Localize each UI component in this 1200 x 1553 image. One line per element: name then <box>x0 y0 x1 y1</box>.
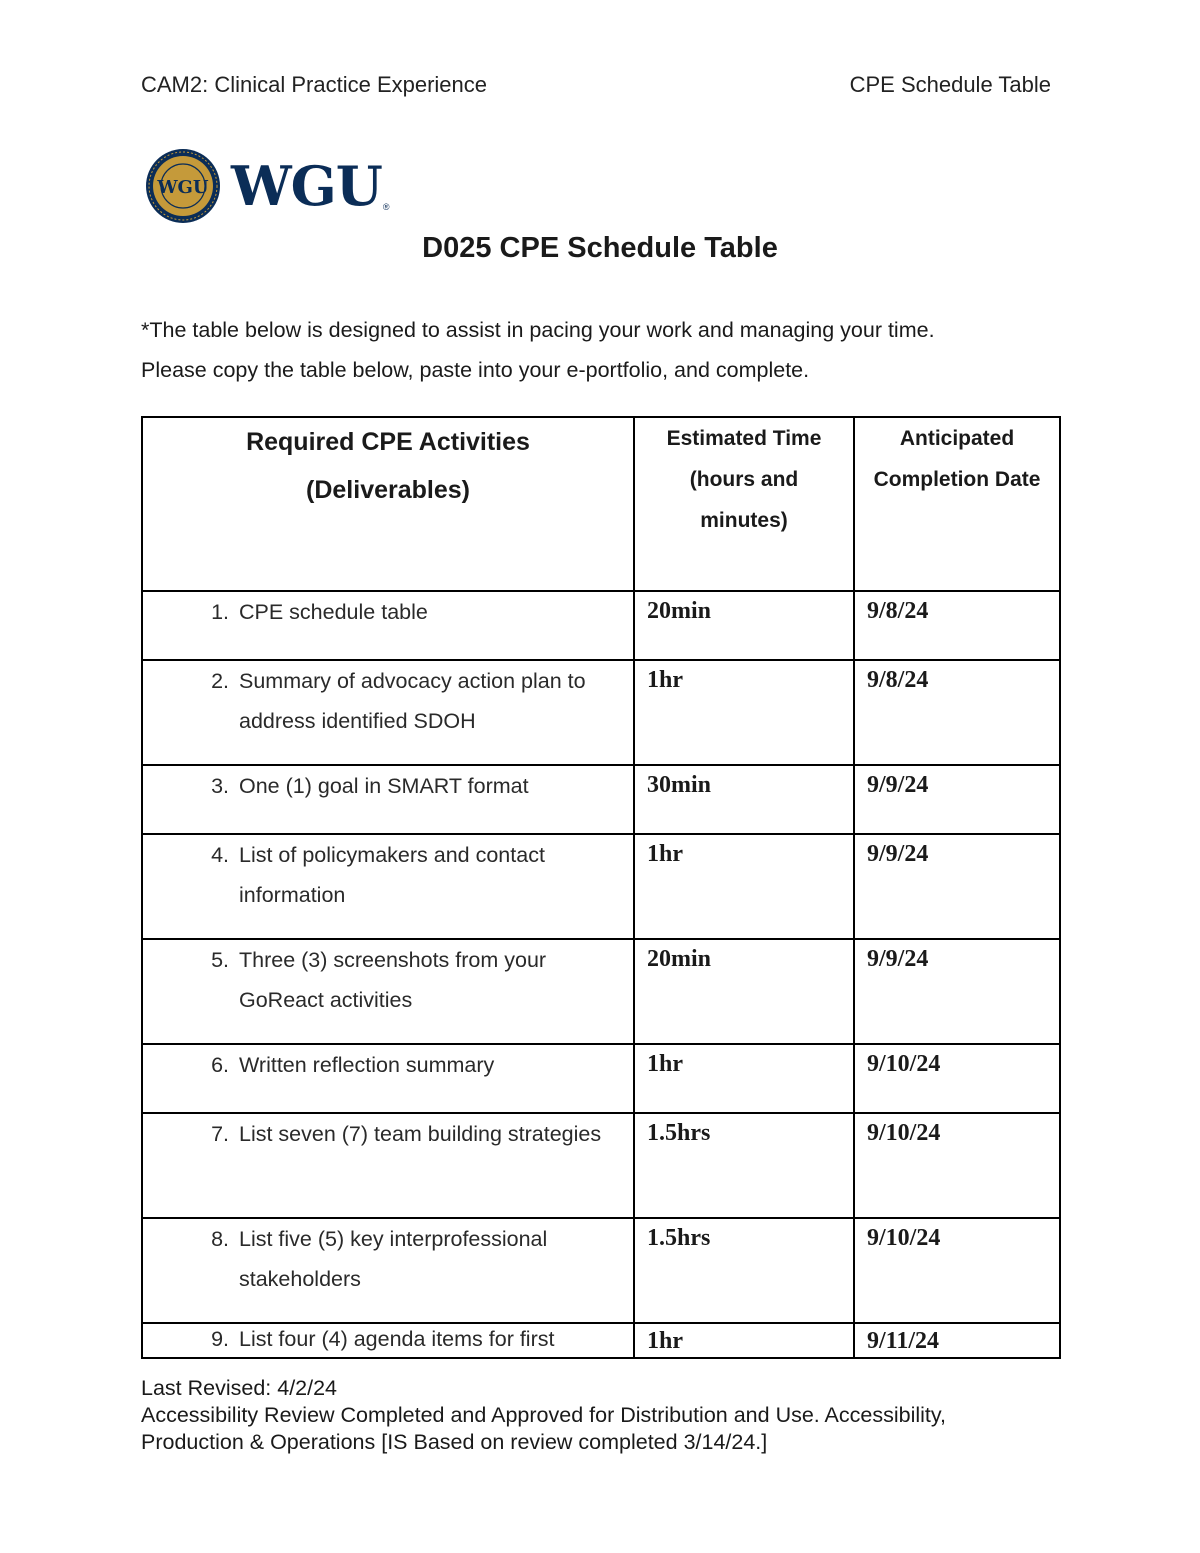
time-cell[interactable]: 1.5hrs <box>647 1225 711 1251</box>
date-cell[interactable]: 9/8/24 <box>867 667 929 693</box>
activity-cell: Written reflection summary <box>239 1053 495 1077</box>
table-row <box>142 1113 1060 1218</box>
intro-text <box>141 310 1061 390</box>
accessibility-note: Accessibility Review Completed and Approved for Distribution and Use. Accessibility, Production & Operations [IS Based on review completed 3/14/24.] <box>141 1403 947 1454</box>
date-cell[interactable]: 9/8/24 <box>867 598 929 624</box>
page-header-doc-name: CPE Schedule Table <box>849 72 1051 97</box>
table-header-row <box>142 417 1060 591</box>
activity-cell: One (1) goal in SMART format <box>239 774 529 798</box>
intro-line-2: Please copy the table below, paste into your e-portfolio, and complete. <box>141 358 810 382</box>
row-number: 8. <box>211 1227 229 1251</box>
date-cell[interactable]: 9/11/24 <box>867 1328 940 1354</box>
activity-cell: List five (5) key interprofessional stakeholders <box>239 1227 548 1291</box>
page-header-course: CAM2: Clinical Practice Experience <box>141 72 488 97</box>
time-cell[interactable]: 1hr <box>647 1328 683 1354</box>
header-estimated-time: Estimated Time (hours and minutes) <box>634 417 854 591</box>
time-cell[interactable]: 20min <box>647 946 712 972</box>
table-row <box>142 1044 1060 1113</box>
registered-mark: ® <box>382 202 390 212</box>
activity-cell: Summary of advocacy action plan to address identified SDOH <box>239 669 586 733</box>
table-row <box>142 834 1060 939</box>
time-cell[interactable]: 30min <box>647 772 712 798</box>
row-number: 9. <box>211 1327 229 1351</box>
row-number: 2. <box>211 669 229 693</box>
header-activities: Required CPE Activities (Deliverables) <box>142 417 634 591</box>
wgu-seal-icon <box>145 148 221 224</box>
time-cell[interactable]: 1.5hrs <box>647 1120 711 1146</box>
row-number: 4. <box>211 843 229 867</box>
row-number: 5. <box>211 948 229 972</box>
row-number: 6. <box>211 1053 229 1077</box>
table-row <box>142 1323 1060 1358</box>
row-number: 3. <box>211 774 229 798</box>
table-row <box>142 660 1060 765</box>
wgu-wordmark: WGU <box>231 154 382 218</box>
wgu-logo <box>145 148 390 224</box>
activity-cell: Three (3) screenshots from your GoReact activities <box>239 948 547 1012</box>
cpe-schedule-table <box>141 416 1061 1359</box>
page-footer <box>141 1375 1041 1456</box>
date-cell[interactable]: 9/10/24 <box>867 1120 941 1146</box>
time-cell[interactable]: 1hr <box>647 841 683 867</box>
time-cell[interactable]: 1hr <box>647 667 683 693</box>
header-completion-date: Anticipated Completion Date <box>854 417 1060 591</box>
table-row <box>142 939 1060 1044</box>
activity-cell: List four (4) agenda items for first <box>239 1327 555 1351</box>
date-cell[interactable]: 9/10/24 <box>867 1051 941 1077</box>
date-cell[interactable]: 9/9/24 <box>867 841 929 867</box>
table-row <box>142 765 1060 834</box>
row-number: 1. <box>211 600 229 624</box>
table-row <box>142 591 1060 660</box>
row-number: 7. <box>211 1122 229 1146</box>
seal-monogram: WGU <box>157 177 209 198</box>
date-cell[interactable]: 9/9/24 <box>867 772 929 798</box>
time-cell[interactable]: 1hr <box>647 1051 683 1077</box>
activity-cell: List of policymakers and contact information <box>239 843 545 907</box>
activity-cell: CPE schedule table <box>239 600 428 624</box>
time-cell[interactable]: 20min <box>647 598 712 624</box>
document-title: D025 CPE Schedule Table <box>422 232 778 264</box>
date-cell[interactable]: 9/9/24 <box>867 946 929 972</box>
activity-cell: List seven (7) team building strategies <box>239 1122 602 1146</box>
last-revised: Last Revised: 4/2/24 <box>141 1376 338 1400</box>
date-cell[interactable]: 9/10/24 <box>867 1225 941 1251</box>
table-row <box>142 1218 1060 1323</box>
intro-line-1: *The table below is designed to assist in pacing your work and managing your time. <box>141 318 935 342</box>
